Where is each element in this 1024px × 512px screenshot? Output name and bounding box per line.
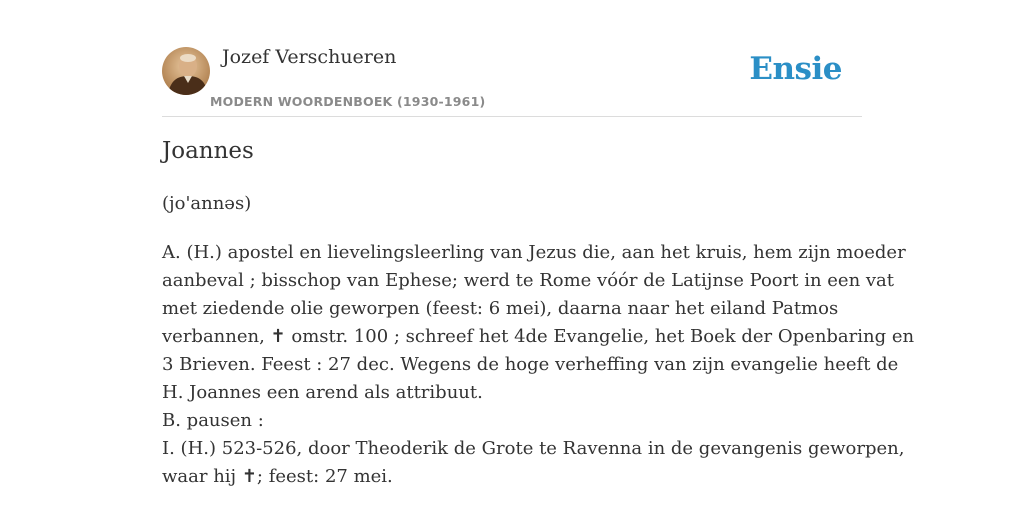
brand-logo[interactable]: Ensie [749, 51, 842, 87]
definition-line: H. Joannes een arend als attribuut. [162, 382, 483, 403]
entry-definition [162, 239, 915, 491]
header [162, 44, 862, 117]
definition-line: I. (H.) 523-526, door Theoderik de Grote te Ravenna in de gevangenis geworpen, [162, 438, 905, 459]
definition-line: 3 Brieven. Feest : 27 dec. Wegens de hoge verheffing van zijn evangelie heeft de [162, 354, 899, 375]
definition-line: aanbeval ; bisschop van Ephese; werd te Rome vóór de Latijnse Poort in een vat [162, 270, 895, 291]
definition-line: A. (H.) apostel en lievelingsleerling van Jezus die, aan het kruis, hem zijn moeder [162, 242, 906, 263]
definition-line: waar hij ✝; feest: 27 mei. [162, 466, 393, 487]
definition-line: met ziedende olie geworpen (feest: 6 mei), daarna naar het eiland Patmos [162, 298, 839, 319]
definition-line: verbannen, ✝ omstr. 100 ; schreef het 4de Evangelie, het Boek der Openbaring en [162, 326, 915, 347]
author-name[interactable]: Jozef Verschueren [222, 46, 397, 68]
definition-line: B. pausen : [162, 410, 264, 431]
author-portrait-icon [162, 47, 210, 95]
source-label[interactable]: MODERN WOORDENBOEK (1930-1961) [210, 94, 486, 109]
avatar[interactable] [162, 47, 210, 95]
entry-title: Joannes [162, 138, 254, 164]
entry-pronunciation: (jo'annəs) [162, 193, 252, 214]
